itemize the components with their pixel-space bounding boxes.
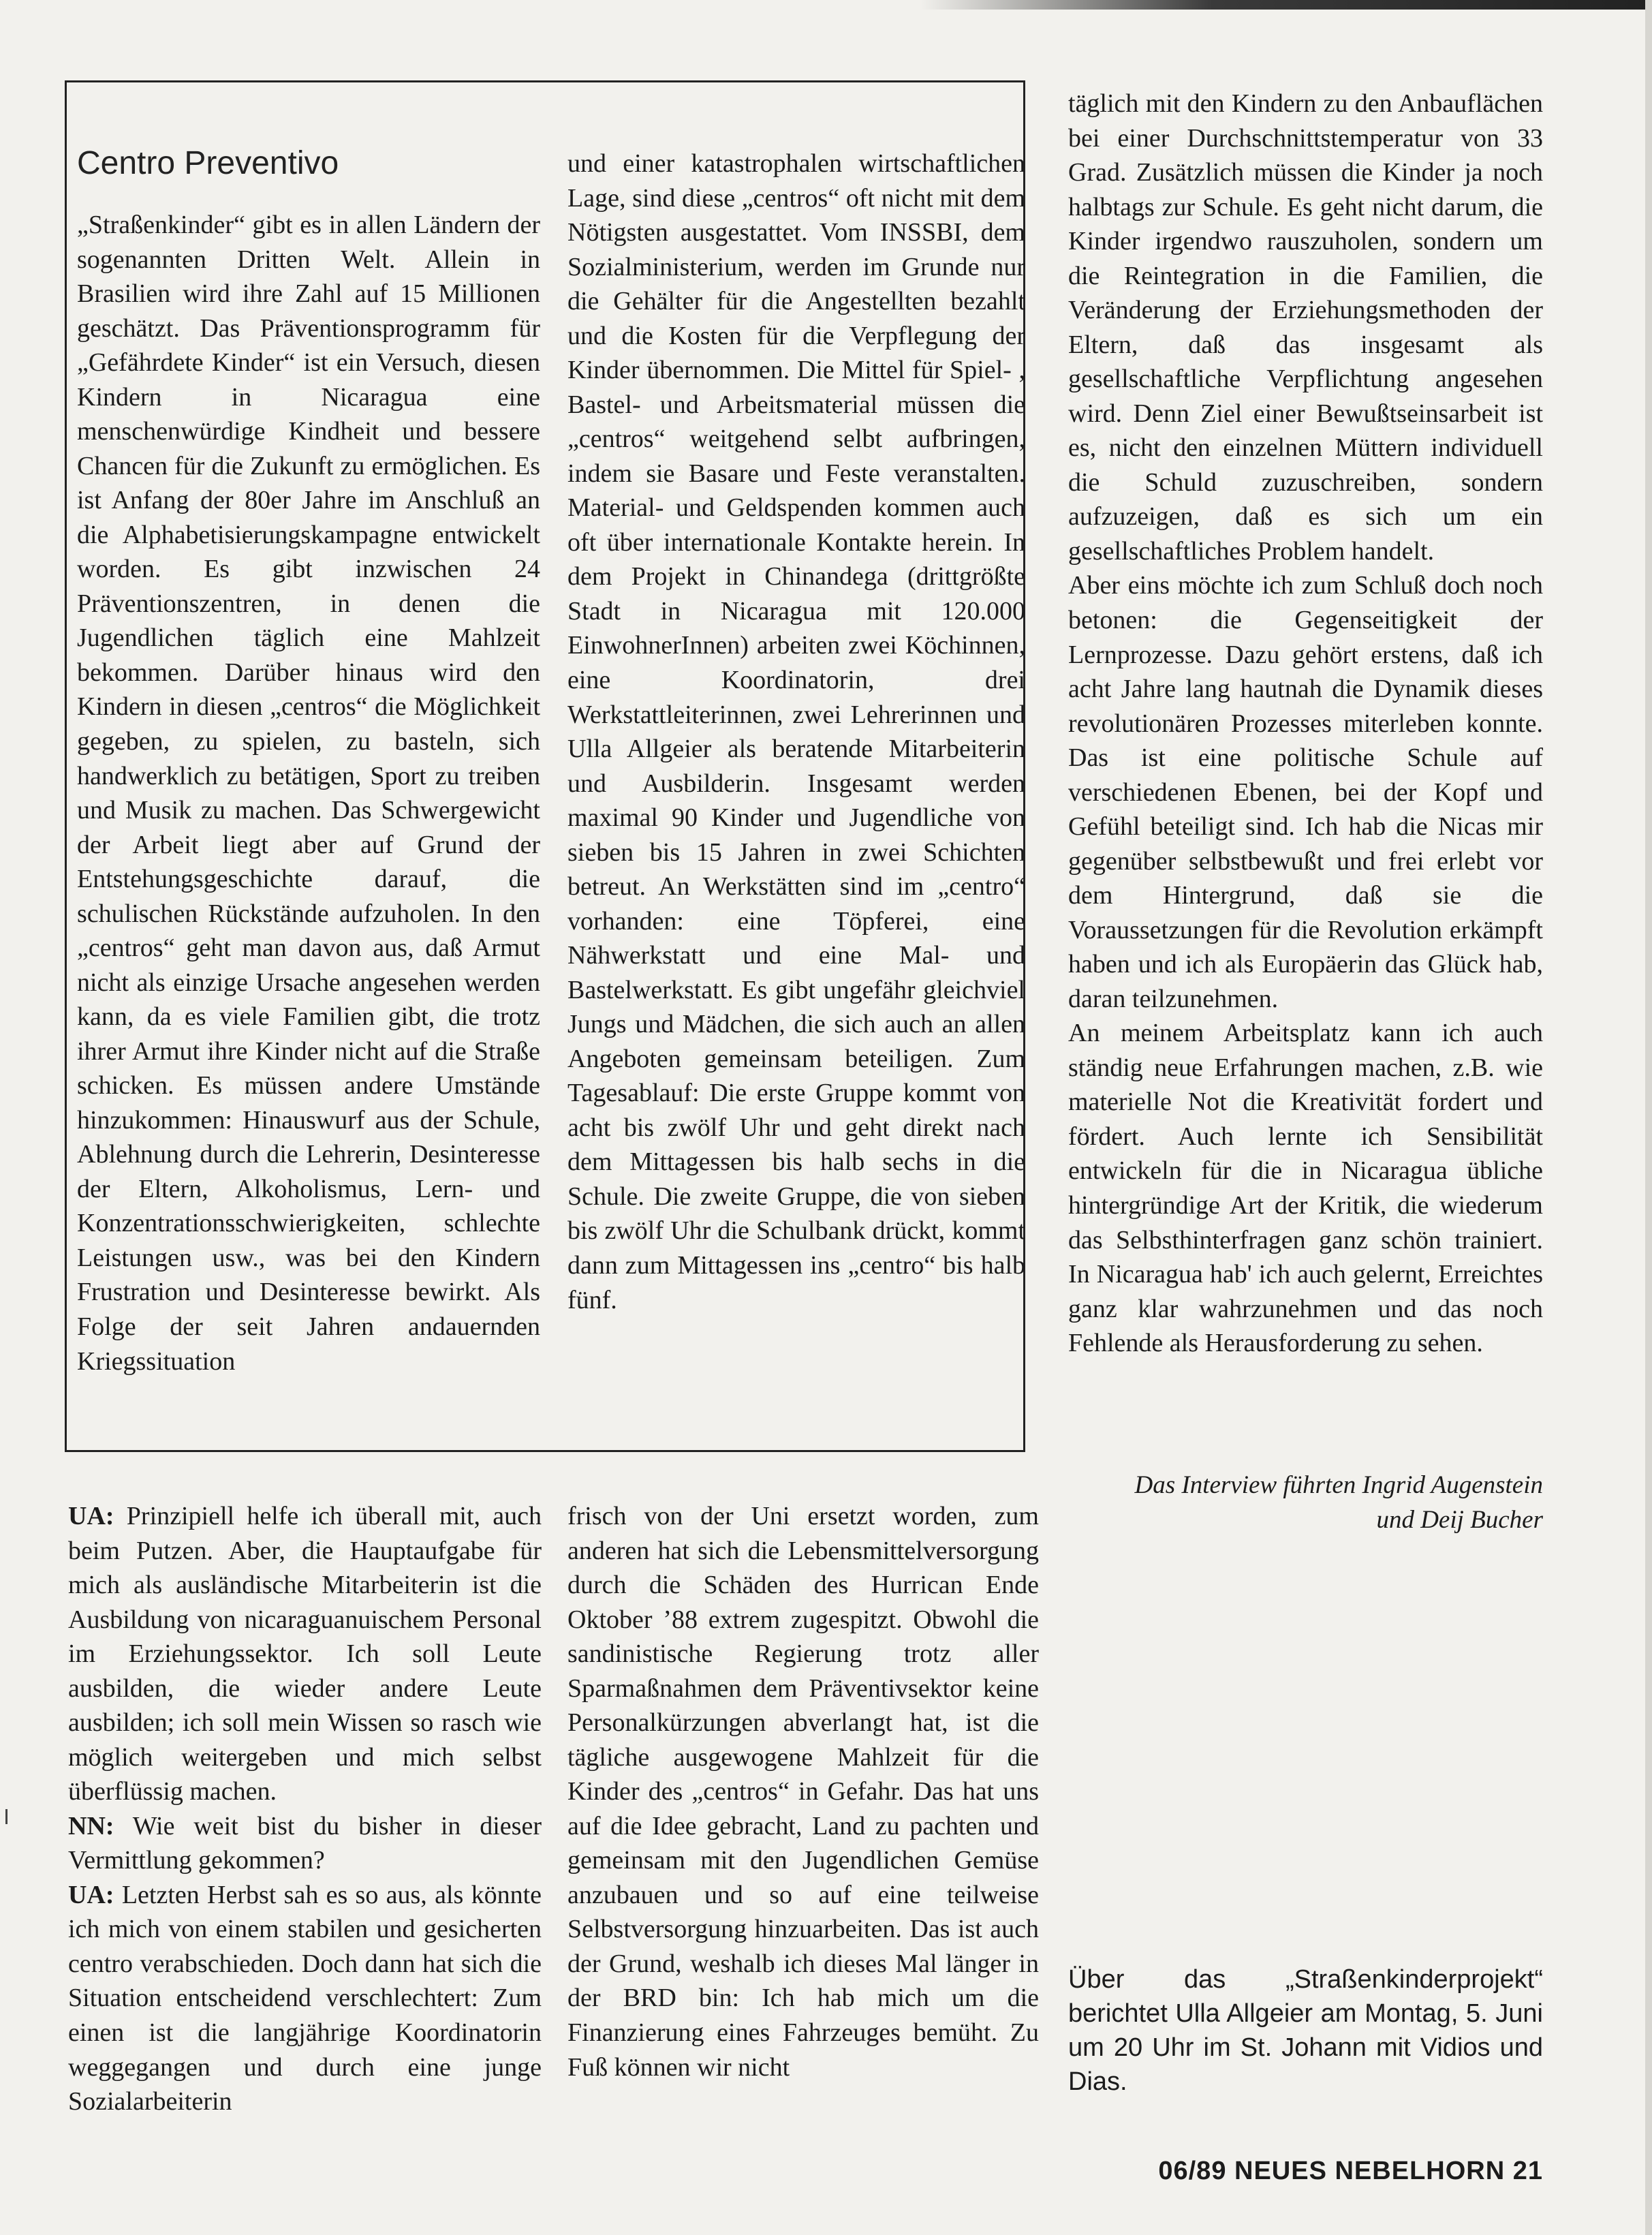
answer-text: Prinzipiell helfe ich überall mit, auch beim Putzen. Aber, die Hauptaufgabe für mich als ausländische Mitarbeiterin ist die Ausbildung von nicaraguanuischem Personal im Erziehungssektor. Ich soll Leute ausbilden, die wieder andere Leute ausbilden; ich soll mein Wissen so rasch wie möglich weitergeben und mich selbst überflüssig machen. [68,1502,542,1806]
interview-credit [1068,1468,1543,1537]
article-column-3 [1068,87,1543,1361]
interview-question [68,1809,542,1878]
margin-mark [5,1809,7,1824]
box-column-2 [567,147,1025,1317]
interview-answer-1 [68,1499,542,1809]
box-text-2: und einer katastrophalen wirtschaftlichen Lage, sind diese „centros“ oft nicht mit dem Nötigsten ausgestattet. Vom INSSBI, dem Sozialministerium, werden im Grunde nur die Gehälter für die Angestellten bezahlt und die Kosten für die Verpflegung der Kinder übernommen. Die Mittel für Spiel- , Bastel- und Arbeitsmaterial müssen die „centros“ weitgehend selbt aufbringen, indem sie Basare und Feste veranstalten. Material- und Geldspenden kommen auch oft über internationale Kontakte herein. In dem Projekt in Chinandega (drittgrößte Stadt in Nicaragua mit 120.000 EinwohnerInnen) arbeiten zwei Köchinnen, eine Koordinatorin, drei Werkstattleiterinnen, zwei Lehrerinnen und Ulla Allgeier als beratende Mitarbeiterin und Ausbilderin. Insgesamt werden maximal 90 Kinder und Jugendliche von sieben bis 15 Jahren in zwei Schichten betreut. An Werkstätten sind im „centro“ vorhanden: eine Töpferei, eine Nähwerkstatt und eine Mal- und Bastelwerkstatt. Es gibt ungefähr gleichviel Jungs und Mädchen, die sich auch an allen Angeboten gemeinsam beteiligen. Zum Tagesablauf: Die erste Gruppe kommt von acht bis zwölf Uhr und geht direkt nach dem Mittagessen bis halb sechs in die Schule. Die zweite Gruppe, die von sieben bis zwölf Uhr die Schulbank drückt, kommt dann zum Mittagessen ins „centro“ bis halb fünf. [567,149,1025,1314]
interview-continuation: frisch von der Uni ersetzt worden, zum anderen hat sich die Lebensmittelversorgung durch die Schäden des Hurrican Ende Oktober ’88 extrem zugespitzt. Obwohl die sandinistische Regierung trotz aller Sparmaßnahmen dem Präventivsektor keine Personalkürzungen abverlangt hat, ist die tägliche ausgewogene Mahlzeit für die Kinder des „centros“ in Gefahr. Das hat uns auf die Idee gebracht, Land zu pachten und gemeinsam mit den Jugendlichen Gemüse anzubauen und so auf eine teilweise Selbstversorgung hinzuarbeiten. Das ist auch der Grund, weshalb ich dieses Mal länger in der BRD bin: Ich hab mich um die Finanzierung eines Fahrzeuges bemüht. Zu Fuß können wir nicht [567,1502,1039,2082]
page-edge [1645,0,1652,2235]
interview-answer-2 [68,1878,542,2119]
credit-line-1: Das Interview führten Ingrid Augenstein [1134,1471,1543,1499]
scan-edge-strip [920,0,1652,10]
question-text: Wie weit bist du bisher in dieser Vermittlung gekommen? [68,1811,542,1875]
interview-column-1 [68,1499,542,2119]
answer-text: Letzten Herbst sah es so aus, als könnte ich mich von einem stabilen und gesicherten centro verabschieden. Doch dann hat sich die Situation entscheidend verschlechtert: Zum einen ist die langjährige Koordinatorin weggegangen und durch eine junge Sozialarbeiterin [68,1880,542,2116]
article-paragraph-3: An meinem Arbeitsplatz kann ich auch ständig neue Erfahrungen machen, z.B. wie materielle Not die Kreativität fordert und fördert. Auch lernte ich Sensibilität entwickeln für die in Nicaragua übliche hintergründige Art der Kritik, die wiederum das Selbsthinterfragen ganz schön trainiert. In Nicaragua hab' ich auch gelernt, Erreichtes ganz klar wahrzunehmen und das noch Fehlende als Herausforderung zu sehen. [1068,1019,1543,1358]
credit-line-2: und Deij Bucher [1376,1505,1543,1534]
speaker-label: UA: [68,1880,114,1909]
article-paragraph-1: täglich mit den Kindern zu den Anbauflächen bei einer Durchschnittstemperatur von 33 Grad. Zusätzlich müssen die Kinder ja noch halbtags zur Schule. Es geht nicht darum, die Kinder irgendwo rauszuholen, sondern um die Reintegration in die Familien, die Veränderung der Erziehungsmethoden der Eltern, daß das insgesamt als gesellschaftliche Verpflichtung angesehen wird. Denn Ziel einer Bewußtseinsarbeit ist es, nicht den einzelnen Müttern individuell die Schuld zuzuschreiben, sondern aufzuzeigen, daß es sich um ein gesellschaftliches Problem handelt. [1068,89,1543,566]
interview-column-2 [567,1499,1039,2084]
box-title: Centro Preventivo [77,145,339,181]
event-announcement: Über das „Straßenkinderprojekt“ berichtet Ulla Allgeier am Montag, 5. Juni um 20 Uhr im St. Johann mit Vidios und Dias. [1068,1965,1543,2097]
speaker-label: UA: [68,1502,114,1530]
speaker-label: NN: [68,1811,114,1840]
box-column-1 [77,208,540,1378]
article-paragraph-2: Aber eins möchte ich zum Schluß doch noch betonen: die Gegenseitigkeit der Lernprozesse. Dazu gehört erstens, daß ich acht Jahre lang hautnah die Dynamik dieses revolutionären Prozesses miterleben konnte. Das ist eine politische Schule auf verschiedenen Ebenen, bei der Kopf und Gefühl beteiligt sind. Ich hab die Nicas mir gegenüber selbstbewußt und frei erlebt vor dem Hintergrund, daß sie die Voraussetzungen für die Revolution erkämpft haben und ich als Europäerin das Glück hab, daran teilzunehmen. [1068,571,1543,1013]
page-footer: 06/89 NEUES NEBELHORN 21 [1158,2157,1543,2185]
box-text-1: „Straßenkinder“ gibt es in allen Ländern der sogenannten Dritten Welt. Allein in Brasilien wird ihre Zahl auf 15 Millionen geschätzt. Das Präventionsprogramm für „Gefährdete Kinder“ ist ein Versuch, diesen Kindern in Nicaragua eine menschenwürdige Kindheit und bessere Chancen für die Zukunft zu ermöglichen. Es ist Anfang der 80er Jahre im Anschluß an die Alphabetisierungskampagne entwickelt worden. Es gibt inzwischen 24 Präventionszentren, in denen die Jugendlichen täglich eine Mahlzeit bekommen. Darüber hinaus wird den Kindern in diesen „centros“ die Möglichkeit gegeben, zu spielen, zu basteln, sich handwerklich zu betätigen, Sport zu treiben und Musik zu machen. Das Schwergewicht der Arbeit liegt aber auf Grund der Entstehungsgeschichte darauf, die schulischen Rückstände aufzuholen. In den „centros“ geht man davon aus, daß Armut nicht als einzige Ursache angesehen werden kann, da es viele Familien gibt, die trotz ihrer Armut ihre Kinder nicht auf die Straße schicken. Es müssen andere Umstände hinzukommen: Hinauswurf aus der Schule, Ablehnung durch die Lehrerin, Desinteresse der Eltern, Alkoholismus, Lern- und Konzentrationsschwierigkeiten, schlechte Leistungen usw., was bei den Kindern Frustration und Desinteresse bewirkt. Als Folge der seit Jahren andauernden Kriegssituation [77,211,540,1376]
